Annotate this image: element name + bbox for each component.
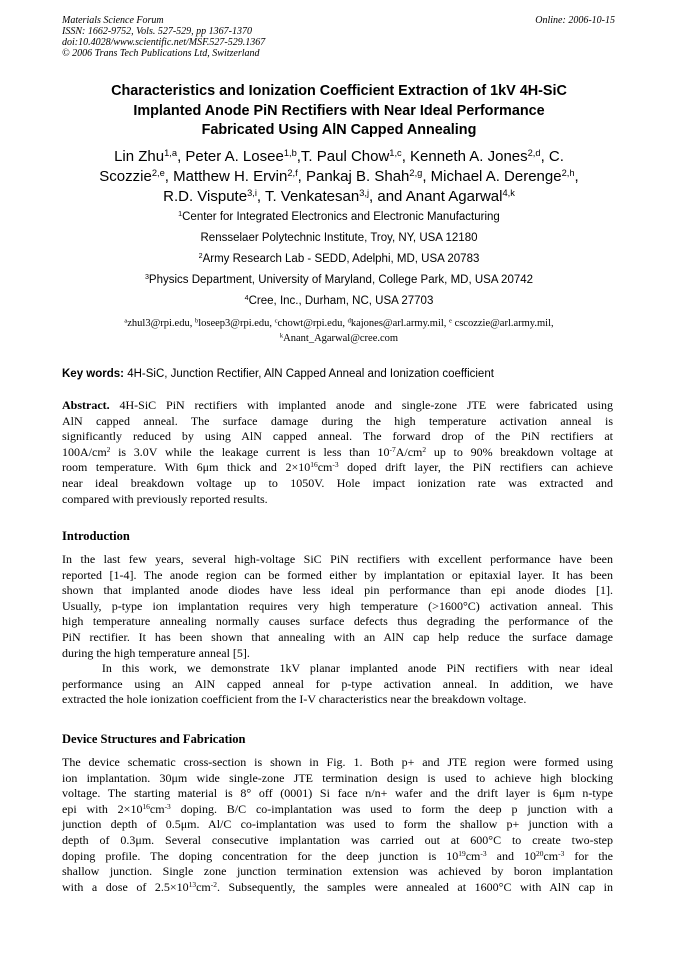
author-list <box>62 147 616 207</box>
abstract-label: Abstract. <box>62 398 110 412</box>
keywords-text: 4H-SiC, Junction Rectifier, AlN Capped Anneal and Ionization coefficient <box>124 368 494 380</box>
author-line-1: Lin Zhu$^{1,a}$, Peter A. Losee$^{1,b}$,T. Paul Chow$^{1,c}$, Kenneth A. Jones$^{2,d}$, C. <box>114 147 564 165</box>
affiliation-4: $^4$Cree, Inc., Durham, NC, USA 27703 <box>244 294 434 307</box>
journal-name: Materials Science Forum <box>62 15 164 26</box>
doi-line: doi:10.4028/www.scientific.net/MSF.527-529.1367 <box>62 37 266 48</box>
title-line-3: Fabricated Using AlN Capped Annealing <box>201 122 477 138</box>
email-line-1: $^a$zhul3@rpi.edu, $^b$loseep3@rpi.edu, $^c$chowt@rpi.edu, $^d$kajones@arl.army.mil, $^e$ cscozzie@arl.army.mil, <box>124 317 554 329</box>
affiliation-3: $^3$Physics Department, University of Maryland, College Park, MD, USA 20742 <box>144 273 534 286</box>
paper-title <box>62 82 616 141</box>
affiliation-1b: Rensselaer Polytechnic Institute, Troy, NY, USA 12180 <box>200 232 478 244</box>
title-line-1: Characteristics and Ionization Coefficient Extraction of 1kV 4H-SiC <box>111 83 567 99</box>
copyright-line: © 2006 Trans Tech Publications Ltd, Switzerland <box>62 48 260 59</box>
author-emails <box>62 316 616 346</box>
online-date: Online: 2006-10-15 <box>535 15 615 26</box>
device-body: The device schematic cross-section is shown in Fig. 1. Both p+ and JTE region were formed using ion implantation. 30μm wide single-zone JTE termination design is used to achieve high blocking voltage. The starting material is 8° off (0001) Si face n/n+ wafer and the drift layer is 6μm n-type epi with $2\times 10^{16}cm^{-3}$ doping. B/C co-implantation was used to form the deep p junction with a junction depth of 0.5μm. Al/C co-implantation was used to form the shallow p+ junction with a depth of 0.3μm. Several consecutive implantation was carried out at 600°C to create two-step doping profile. The doping concentration for the deep junction is $10^{19}cm^{-3}$ and $10^{20}cm^{-3}$ for the shallow junction. Single zone junction termination extension was achieved by boron implantation with a dose of $2.5\times 10^{13}cm^{-2}$. Subsequently, the samples were annealed at 1600°C with AlN cap in <box>62 755 613 894</box>
abstract: Abstract. 4H-SiC PiN rectifiers with implanted anode and single-zone JTE were fabricated using AlN capped anneal. The surface damage during the high temperature activation anneal is significantly reduced by using AlN capped anneal. The forward drop of the PiN rectifiers at $100A/cm^2$ is 3.0V while the leakage current is less than $10^{-7}A/cm^2$ up to 90% breakdown voltage at room temperature. With 6μm thick and $2\times 10^{16}cm^{-3}$ doped drift layer, the PiN rectifiers can achieve near ideal breakdown voltage up to 1050V. Hole impact ionization rate was extracted and compared with previously reported results. <box>62 398 613 506</box>
journal-header <box>62 15 265 59</box>
author-line-3: R.D. Vispute$^{3,i}$, T. Venkatesan$^{3,j}$, and Anant Agarwal$^{4,k}$ <box>163 187 515 205</box>
keywords-label: Key words: <box>62 368 124 380</box>
affiliations <box>62 207 616 312</box>
issn-line: ISSN: 1662-9752, Vols. 527-529, pp 1367-1370 <box>62 26 252 37</box>
affiliation-2: $^2$Army Research Lab - SEDD, Adelphi, MD, USA 20783 <box>198 252 480 265</box>
title-line-2: Implanted Anode PiN Rectifiers with Near Ideal Performance <box>133 102 545 119</box>
email-line-2: $^k$Anant_Agarwal@cree.com <box>279 332 399 344</box>
affiliation-1: $^1$Center for Integrated Electronics and Electronic Manufacturing <box>178 210 500 223</box>
keywords <box>62 368 616 380</box>
author-line-2: Scozzie$^{2,e}$, Matthew H. Ervin$^{2,f}$, Pankaj B. Shah$^{2,g}$, Michael A. Derenge$^{2,h}$, <box>99 167 579 185</box>
device-heading: Device Structures and Fabrication <box>62 732 246 746</box>
intro-body: In the last few years, several high-voltage SiC PiN rectifiers with excellent performance have been reported [1-4]. The anode region can be formed either by implantation or epitaxial layer. It has been shown that implanted anode diodes have less ideal pin performance than epi anode diodes [1]. Usually, p-type ion implantation requires very high temperature (>1600°C) activation anneal. This high temperature annealing normally causes surface defects thus degrading the performance of the PiN rectifier. It has been shown that annealing with an AlN cap help reduce the surface damage during the high temperature anneal [5]. In this work, we demonstrate 1kV planar implanted anode PiN rectifiers with near ideal performance using an AlN capped anneal for p-type activation anneal. In addition, we have extracted the hole ionization coefficient from the I-V characteristics near the breakdown voltage. <box>62 552 613 707</box>
intro-heading: Introduction <box>62 529 130 543</box>
